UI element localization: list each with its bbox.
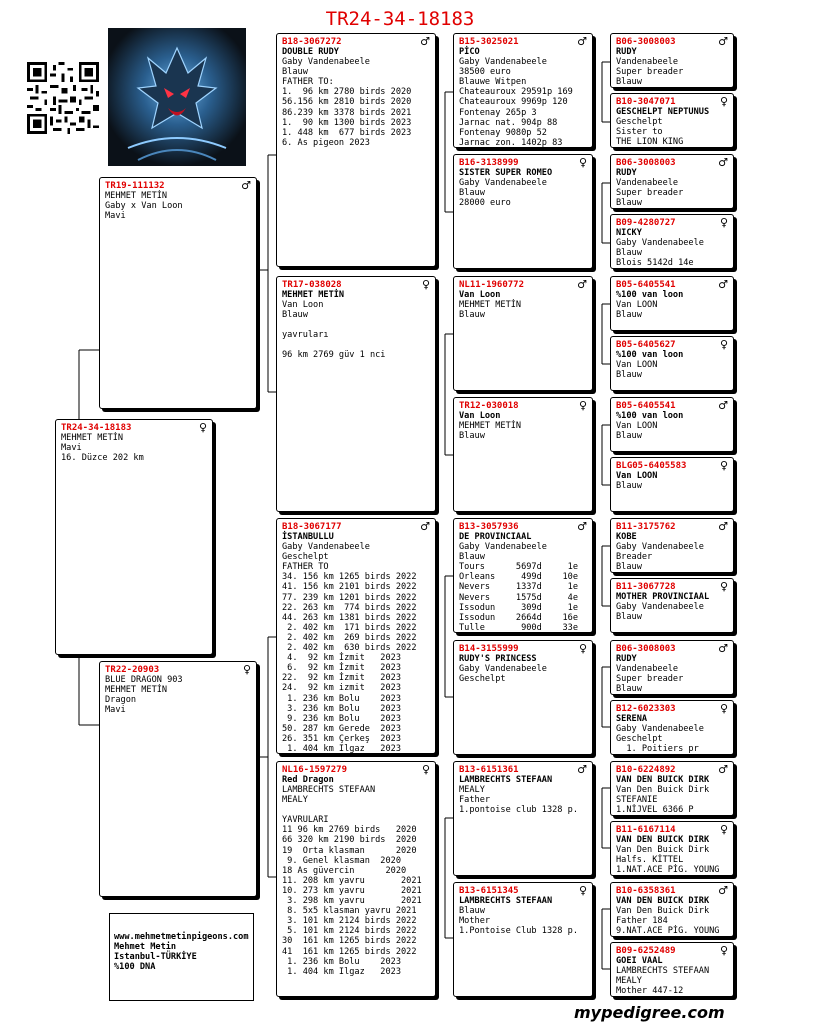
female-sex-icon: ♀ xyxy=(578,642,587,655)
card-detail-line: 1. 96 km 2780 birds 2020 xyxy=(282,87,412,98)
card-detail-line: 50. 287 km Gerede 2023 xyxy=(282,723,401,734)
ring-number: B12-6023303 xyxy=(616,704,676,714)
female-sex-icon: ♀ xyxy=(242,663,251,676)
card-detail-line: LAMBRECHTS STEFAAN xyxy=(459,775,553,785)
card-detail-line: Fontenay 9080p 52 xyxy=(459,127,547,138)
qr-code-icon xyxy=(27,62,99,134)
card-detail-line: Blauw xyxy=(282,67,308,78)
card-detail-line: 41. 156 km 2101 birds 2022 xyxy=(282,582,417,593)
ring-number: B13-3057936 xyxy=(459,522,519,532)
card-detail-line: 1.NAT.ACE PİG. YOUNG xyxy=(616,865,720,876)
card-detail-line: Halfs. KİTTEL xyxy=(616,855,684,866)
card-detail-line: 10. 273 km yavru 2021 xyxy=(282,885,422,896)
card-detail-line: 4. 92 km İzmit 2023 xyxy=(282,653,401,664)
card-detail-line: SISTER SUPER ROMEO xyxy=(459,168,553,178)
card-detail-line: 2. 402 km 171 birds 2022 xyxy=(282,622,417,633)
card-detail-line: 96 km 2769 güv 1 nci xyxy=(282,350,386,361)
male-sex-icon: ♂ xyxy=(718,35,728,48)
dna-note: %100 DNA xyxy=(114,962,156,973)
card-detail-line: NICKY xyxy=(616,228,642,238)
card-detail-line: Blauw xyxy=(459,188,485,199)
card-detail-line: 9. Genel klasman 2020 xyxy=(282,855,401,866)
card-detail-line: Chateauroux 29591p 169 xyxy=(459,87,573,98)
ring-number: B05-6405541 xyxy=(616,401,676,411)
ring-number: B11-3175762 xyxy=(616,522,676,532)
card-detail-line: 9. 236 km Bolu 2023 xyxy=(282,713,401,724)
card-detail-line: Gaby Vandenabeele xyxy=(459,664,547,675)
female-sex-icon: ♀ xyxy=(719,823,728,836)
card-detail-line: LAMBRECHTS STEFAAN xyxy=(459,896,553,906)
card-detail-line: 1. 404 km Ilgaz 2023 xyxy=(282,966,401,977)
card-detail-line: 3. 101 km 2124 birds 2022 xyxy=(282,916,417,927)
male-sex-icon: ♂ xyxy=(718,763,728,776)
ring-number: B11-3067728 xyxy=(616,582,676,592)
card-detail-line: Chateauroux 9969p 120 xyxy=(459,97,568,108)
male-sex-icon: ♂ xyxy=(718,520,728,533)
card-detail-line: 56.156 km 2810 birds 2020 xyxy=(282,97,412,108)
card-detail-line: 2. 402 km 630 birds 2022 xyxy=(282,643,417,654)
card-detail-line: Gaby x Van Loon xyxy=(105,201,183,212)
pedigree-card[interactable] xyxy=(610,518,734,573)
card-detail-line: Tours 5697d 1e xyxy=(459,562,578,573)
card-detail-line: KOBE xyxy=(616,532,637,542)
pedigree-card[interactable] xyxy=(453,761,593,876)
male-sex-icon: ♂ xyxy=(577,278,587,291)
ring-number: B05-6405627 xyxy=(616,340,676,350)
ring-number: TR22-20903 xyxy=(105,665,160,675)
pedigree-card[interactable] xyxy=(453,640,593,755)
card-detail-line: Nevers 1337d 1e xyxy=(459,582,578,593)
card-detail-line: PİCO xyxy=(459,47,480,57)
male-sex-icon: ♂ xyxy=(577,520,587,533)
card-detail-line: YAVRULARI xyxy=(282,815,329,826)
owner-location: Istanbul-TÜRKİYE xyxy=(114,952,197,963)
ring-number: B15-3025021 xyxy=(459,37,519,47)
ring-number: B10-6358361 xyxy=(616,886,676,896)
card-detail-line: VAN DEN BUICK DIRK xyxy=(616,775,710,785)
male-sex-icon: ♂ xyxy=(577,35,587,48)
card-detail-line: Van LOON xyxy=(616,360,658,371)
ring-number: B13-6151361 xyxy=(459,765,519,775)
ring-number: B14-3155999 xyxy=(459,644,519,654)
male-sex-icon: ♂ xyxy=(718,399,728,412)
card-detail-line: LAMBRECHTS STEFAAN xyxy=(282,785,376,796)
card-detail-line: THE LION KING xyxy=(616,137,684,148)
pedigree-card[interactable] xyxy=(610,942,734,997)
ring-number: TR19-111132 xyxy=(105,181,165,191)
card-detail-line: Breader xyxy=(616,552,653,563)
card-detail-line: Geschelpt xyxy=(459,674,506,685)
card-detail-line: 5. 101 km 2124 birds 2022 xyxy=(282,926,417,937)
card-detail-line: 1. 90 km 1300 birds 2023 xyxy=(282,117,412,128)
card-detail-line: MEHMET METİN xyxy=(105,685,168,696)
pedigree-card[interactable] xyxy=(276,33,436,267)
card-detail-line: Jarnac zon. 1402p 83 xyxy=(459,137,563,148)
card-detail-line: Gaby Vandenabeele xyxy=(282,57,370,68)
card-detail-line: MEHMET METİN xyxy=(459,421,522,432)
card-detail-line: 22. 263 km 774 birds 2022 xyxy=(282,602,417,613)
ring-number: TR12-030018 xyxy=(459,401,519,411)
ring-number: B10-3047071 xyxy=(616,97,676,107)
male-sex-icon: ♂ xyxy=(577,763,587,776)
card-detail-line: GOEI VAAL xyxy=(616,956,663,966)
card-detail-line: 34. 156 km 1265 birds 2022 xyxy=(282,572,417,583)
card-detail-line: DE PROVINCIAAL xyxy=(459,532,532,542)
card-detail-line: Tulle 900d 33e xyxy=(459,622,578,633)
pigeon-photo xyxy=(108,28,246,166)
card-detail-line: 3. 236 km Bolu 2023 xyxy=(282,703,401,714)
male-sex-icon: ♂ xyxy=(718,642,728,655)
card-detail-line xyxy=(282,340,430,350)
card-detail-line: İSTANBULLU xyxy=(282,532,334,542)
card-detail-line: Blauw xyxy=(616,431,642,442)
card-detail-line: Sister to xyxy=(616,127,663,138)
card-detail-line: Issodun 309d 1e xyxy=(459,602,578,613)
ring-number: TR17-038028 xyxy=(282,280,342,290)
watermark: mypedigree.com xyxy=(574,1003,725,1022)
male-sex-icon: ♂ xyxy=(420,35,430,48)
male-sex-icon: ♂ xyxy=(718,156,728,169)
ring-number: B06-3008003 xyxy=(616,644,676,654)
card-detail-line: Super breader xyxy=(616,674,684,685)
card-detail-line: 38500 euro xyxy=(459,67,511,78)
female-sex-icon: ♀ xyxy=(198,421,207,434)
ring-number: B18-3067177 xyxy=(282,522,342,532)
card-detail-line: SERENA xyxy=(616,714,648,724)
card-detail-line: %100 van loon xyxy=(616,350,684,360)
card-detail-line: 1. 404 km Ilgaz 2023 xyxy=(282,743,401,754)
card-detail-line: Blauw xyxy=(459,431,485,442)
card-detail-line: Blauw xyxy=(616,77,642,88)
card-detail-line: Mavi xyxy=(105,211,126,222)
card-detail-line: Issodun 2664d 16e xyxy=(459,612,578,623)
card-detail-line: Blois 5142d 14e xyxy=(616,258,694,269)
card-detail-line: Mother 447-12 xyxy=(616,986,684,997)
ring-number: B11-6167114 xyxy=(616,825,676,835)
card-detail-line: DOUBLE RUDY xyxy=(282,47,339,57)
pedigree-card[interactable] xyxy=(453,276,593,391)
card-detail-line: MEHMET METİN xyxy=(61,433,124,443)
card-detail-line: Blauw xyxy=(616,481,642,492)
card-detail-line: 28000 euro xyxy=(459,198,511,209)
card-detail-line: Gaby Vandenabeele xyxy=(282,542,370,553)
ring-number: B05-6405541 xyxy=(616,280,676,290)
female-sex-icon: ♀ xyxy=(719,95,728,108)
ring-number: B09-4280727 xyxy=(616,218,676,228)
pedigree-card[interactable] xyxy=(610,700,734,755)
card-detail-line: Jarnac nat. 904p 88 xyxy=(459,117,558,128)
card-detail-line: Father xyxy=(459,795,491,806)
card-detail-line: Blauw xyxy=(616,370,642,381)
card-detail-line: Super breader xyxy=(616,67,684,78)
card-detail-line: Van LOON xyxy=(616,300,658,311)
female-sex-icon: ♀ xyxy=(578,884,587,897)
card-detail-line: Van Den Buick Dirk xyxy=(616,906,710,917)
card-detail-line: 26. 351 km Çerkeş 2023 xyxy=(282,733,401,744)
card-detail-line: Van LOON xyxy=(616,471,658,481)
card-detail-line: Van LOON xyxy=(616,421,658,432)
card-detail-line xyxy=(282,805,430,815)
card-detail-line: Gaby Vandenabeele xyxy=(459,57,547,68)
card-detail-line: Blauw xyxy=(459,552,485,563)
pedigree-card[interactable] xyxy=(610,336,734,391)
pedigree-card[interactable] xyxy=(610,578,734,633)
card-detail-line: Van Den Buick Dirk xyxy=(616,785,710,796)
pedigree-card[interactable] xyxy=(610,276,734,331)
ring-number: B16-3138999 xyxy=(459,158,519,168)
card-detail-line: 19 Orta klasman 2020 xyxy=(282,845,417,856)
ring-number: BLG05-6405583 xyxy=(616,461,687,471)
card-detail-line: MOTHER PROVINCIAAL xyxy=(616,592,710,602)
card-detail-line: 86.239 km 3378 birds 2021 xyxy=(282,107,412,118)
female-sex-icon: ♀ xyxy=(421,763,430,776)
card-detail-line: Vandenabeele xyxy=(616,57,679,68)
card-detail-line: Blauw xyxy=(616,684,642,695)
pedigree-card[interactable] xyxy=(453,397,593,512)
female-sex-icon: ♀ xyxy=(719,702,728,715)
card-detail-line: MEALY xyxy=(459,785,485,796)
pedigree-card[interactable] xyxy=(610,882,734,937)
card-detail-line: LAMBRECHTS STEFAAN xyxy=(616,966,710,977)
card-detail-line: 18 As güvercin 2020 xyxy=(282,865,407,876)
card-detail-line: 30 161 km 1265 birds 2022 xyxy=(282,936,417,947)
card-detail-line: 1.Pontoise Club 1328 p. xyxy=(459,926,578,937)
card-detail-line: Dragon xyxy=(105,695,137,706)
card-detail-line: VAN DEN BUICK DIRK xyxy=(616,896,710,906)
pedigree-card[interactable] xyxy=(610,397,734,452)
card-detail-line: Vandenabeele xyxy=(616,178,679,189)
card-detail-line: Mavi xyxy=(61,443,82,454)
card-detail-line: Geschelpt xyxy=(616,117,663,128)
male-sex-icon: ♂ xyxy=(718,278,728,291)
pedigree-card[interactable] xyxy=(610,821,734,876)
card-detail-line: 1. Poitiers pr xyxy=(616,744,699,755)
card-detail-line: Fontenay 265p 3 xyxy=(459,107,537,118)
pedigree-card[interactable] xyxy=(610,214,734,269)
card-detail-line: Geschelpt xyxy=(616,734,663,745)
pedigree-card[interactable] xyxy=(276,276,436,512)
card-detail-line: 16. Düzce 202 km xyxy=(61,453,144,464)
male-sex-icon: ♂ xyxy=(241,179,251,192)
card-detail-line: Gaby Vandenabeele xyxy=(616,238,704,249)
card-detail-line: Blauw xyxy=(616,612,642,623)
card-detail-line: 2. 402 km 269 birds 2022 xyxy=(282,632,417,643)
card-detail-line: Gaby Vandenabeele xyxy=(616,724,704,735)
male-sex-icon: ♂ xyxy=(420,520,430,533)
card-detail-line: Blauw xyxy=(282,310,308,321)
female-sex-icon: ♀ xyxy=(719,459,728,472)
card-detail-line: Gaby Vandenabeele xyxy=(616,542,704,553)
card-detail-line: MEHMET METİN xyxy=(105,191,168,201)
ring-number: NL11-1960772 xyxy=(459,280,525,290)
card-detail-line: Blauw xyxy=(459,310,485,321)
ring-number: NL16-1597279 xyxy=(282,765,348,775)
card-detail-line: VAN DEN BUICK DIRK xyxy=(616,835,710,845)
card-detail-line: MEHMET METİN xyxy=(282,290,345,300)
card-detail-line: Blauw xyxy=(616,310,642,321)
card-detail-line: RUDY xyxy=(616,654,637,664)
pedigree-card[interactable] xyxy=(453,882,593,997)
ring-number: B18-3067272 xyxy=(282,37,342,47)
male-sex-icon: ♂ xyxy=(718,884,728,897)
pedigree-card[interactable] xyxy=(610,457,734,512)
pedigree-card[interactable] xyxy=(276,518,436,754)
card-detail-line: 11 96 km 2769 birds 2020 xyxy=(282,825,417,836)
card-detail-line: 6. As pigeon 2023 xyxy=(282,137,370,148)
card-detail-line: Geschelpt xyxy=(282,552,329,563)
card-detail-line: %100 van loon xyxy=(616,290,684,300)
card-detail-line: Blauw xyxy=(616,248,642,259)
card-detail-line: RUDY xyxy=(616,47,637,57)
card-detail-line: Gaby Vandenabeele xyxy=(616,602,704,613)
card-detail-line: Gaby Vandenabeele xyxy=(459,542,547,553)
card-detail-line: Gaby Vandenabeele xyxy=(459,178,547,189)
card-detail-line: Blauw xyxy=(616,562,642,573)
ring-number: B13-6151345 xyxy=(459,886,519,896)
pedigree-card[interactable] xyxy=(99,177,257,409)
pedigree-card[interactable] xyxy=(99,661,257,897)
card-detail-line: 9.NAT.ACE PİG. YOUNG xyxy=(616,926,720,937)
card-detail-line: Red Dragon xyxy=(282,775,334,785)
ring-number: B06-3008003 xyxy=(616,158,676,168)
ring-number: B09-6252489 xyxy=(616,946,676,956)
female-sex-icon: ♀ xyxy=(719,338,728,351)
card-detail-line: Mavi xyxy=(105,705,126,716)
pedigree-card[interactable] xyxy=(610,33,734,88)
card-detail-line: 41 161 km 1265 birds 2022 xyxy=(282,946,417,957)
card-detail-line: 1. 236 km Bolu 2023 xyxy=(282,956,401,967)
ring-number: B06-3008003 xyxy=(616,37,676,47)
pedigree-card[interactable] xyxy=(610,761,734,816)
card-detail-line: Van Loon xyxy=(282,300,324,311)
card-detail-line: 22. 92 km İzmit 2023 xyxy=(282,673,401,684)
female-sex-icon: ♀ xyxy=(421,278,430,291)
ring-number: TR24-34-18183 xyxy=(61,423,132,433)
ring-number: B10-6224892 xyxy=(616,765,676,775)
card-detail-line: Van Loon xyxy=(459,411,501,421)
card-detail-line: RUDY xyxy=(616,168,637,178)
pedigree-title: TR24-34-18183 xyxy=(325,8,475,30)
card-detail-line: MEHMET METİN xyxy=(459,300,522,311)
female-sex-icon: ♀ xyxy=(719,580,728,593)
pedigree-card[interactable] xyxy=(55,419,213,655)
card-detail-line: FATHER TO xyxy=(282,562,329,573)
card-detail-line: 8. 5x5 klasman yavru 2021 xyxy=(282,906,417,917)
card-detail-line: %100 van loon xyxy=(616,411,684,421)
card-detail-line: 24. 92 km izmit 2023 xyxy=(282,683,401,694)
owner-name: Mehmet Metin xyxy=(114,942,177,953)
pedigree-card[interactable] xyxy=(610,154,734,209)
card-detail-line: GESCHELPT NEPTUNUS xyxy=(616,107,710,117)
pedigree-card[interactable] xyxy=(453,518,593,633)
card-detail-line: 1.NİJVEL 6366 P xyxy=(616,805,694,816)
female-sex-icon: ♀ xyxy=(578,156,587,169)
card-detail-line: 11. 208 km yavru 2021 xyxy=(282,875,422,886)
pedigree-card[interactable] xyxy=(610,640,734,695)
pedigree-card[interactable] xyxy=(453,33,593,148)
card-detail-line: Father 184 xyxy=(616,916,668,927)
card-detail-line: Mother xyxy=(459,916,491,927)
female-sex-icon: ♀ xyxy=(719,216,728,229)
footer-contact-box xyxy=(109,913,254,1001)
pedigree-card[interactable] xyxy=(276,761,436,997)
card-detail-line: 1.pontoise club 1328 p. xyxy=(459,805,578,816)
card-detail-line: BLUE DRAGON 903 xyxy=(105,675,183,685)
pedigree-card[interactable] xyxy=(610,93,734,148)
card-detail-line: Blauw xyxy=(616,198,642,209)
card-detail-line: MEALY xyxy=(616,976,642,987)
card-detail-line: Blauwe Witpen xyxy=(459,77,527,88)
female-sex-icon: ♀ xyxy=(578,399,587,412)
card-detail-line: 3. 298 km yavru 2021 xyxy=(282,896,422,907)
card-detail-line: MEALY xyxy=(282,795,308,806)
card-detail-line: 44. 263 km 1381 birds 2022 xyxy=(282,612,417,623)
card-detail-line: yavruları xyxy=(282,330,329,341)
website-link[interactable]: www.mehmetmetinpigeons.com xyxy=(114,932,249,942)
card-detail-line: Vandenabeele xyxy=(616,664,679,675)
card-detail-line: STEFANIE xyxy=(616,795,658,806)
card-detail-line: 77. 239 km 1201 birds 2022 xyxy=(282,592,417,603)
card-detail-line: 1. 448 km 677 birds 2023 xyxy=(282,127,412,138)
card-detail-line: FATHER TO: xyxy=(282,77,334,88)
card-detail-line: Orleans 499d 10e xyxy=(459,572,578,583)
card-detail-line: 6. 92 km İzmit 2023 xyxy=(282,663,401,674)
card-detail-line: Blauw xyxy=(459,906,485,917)
card-detail-line: Super breader xyxy=(616,188,684,199)
card-detail-line: 1. 236 km Bolu 2023 xyxy=(282,693,401,704)
card-detail-line: RUDY'S PRINCESS xyxy=(459,654,537,664)
female-sex-icon: ♀ xyxy=(719,944,728,957)
card-detail-line: Van Den Buick Dirk xyxy=(616,845,710,856)
card-detail-line: Nevers 1575d 4e xyxy=(459,592,578,603)
card-detail-line: 66 320 km 2190 birds 2020 xyxy=(282,835,417,846)
card-detail-line: Van Loon xyxy=(459,290,501,300)
pedigree-card[interactable] xyxy=(453,154,593,269)
card-detail-line xyxy=(282,320,430,330)
